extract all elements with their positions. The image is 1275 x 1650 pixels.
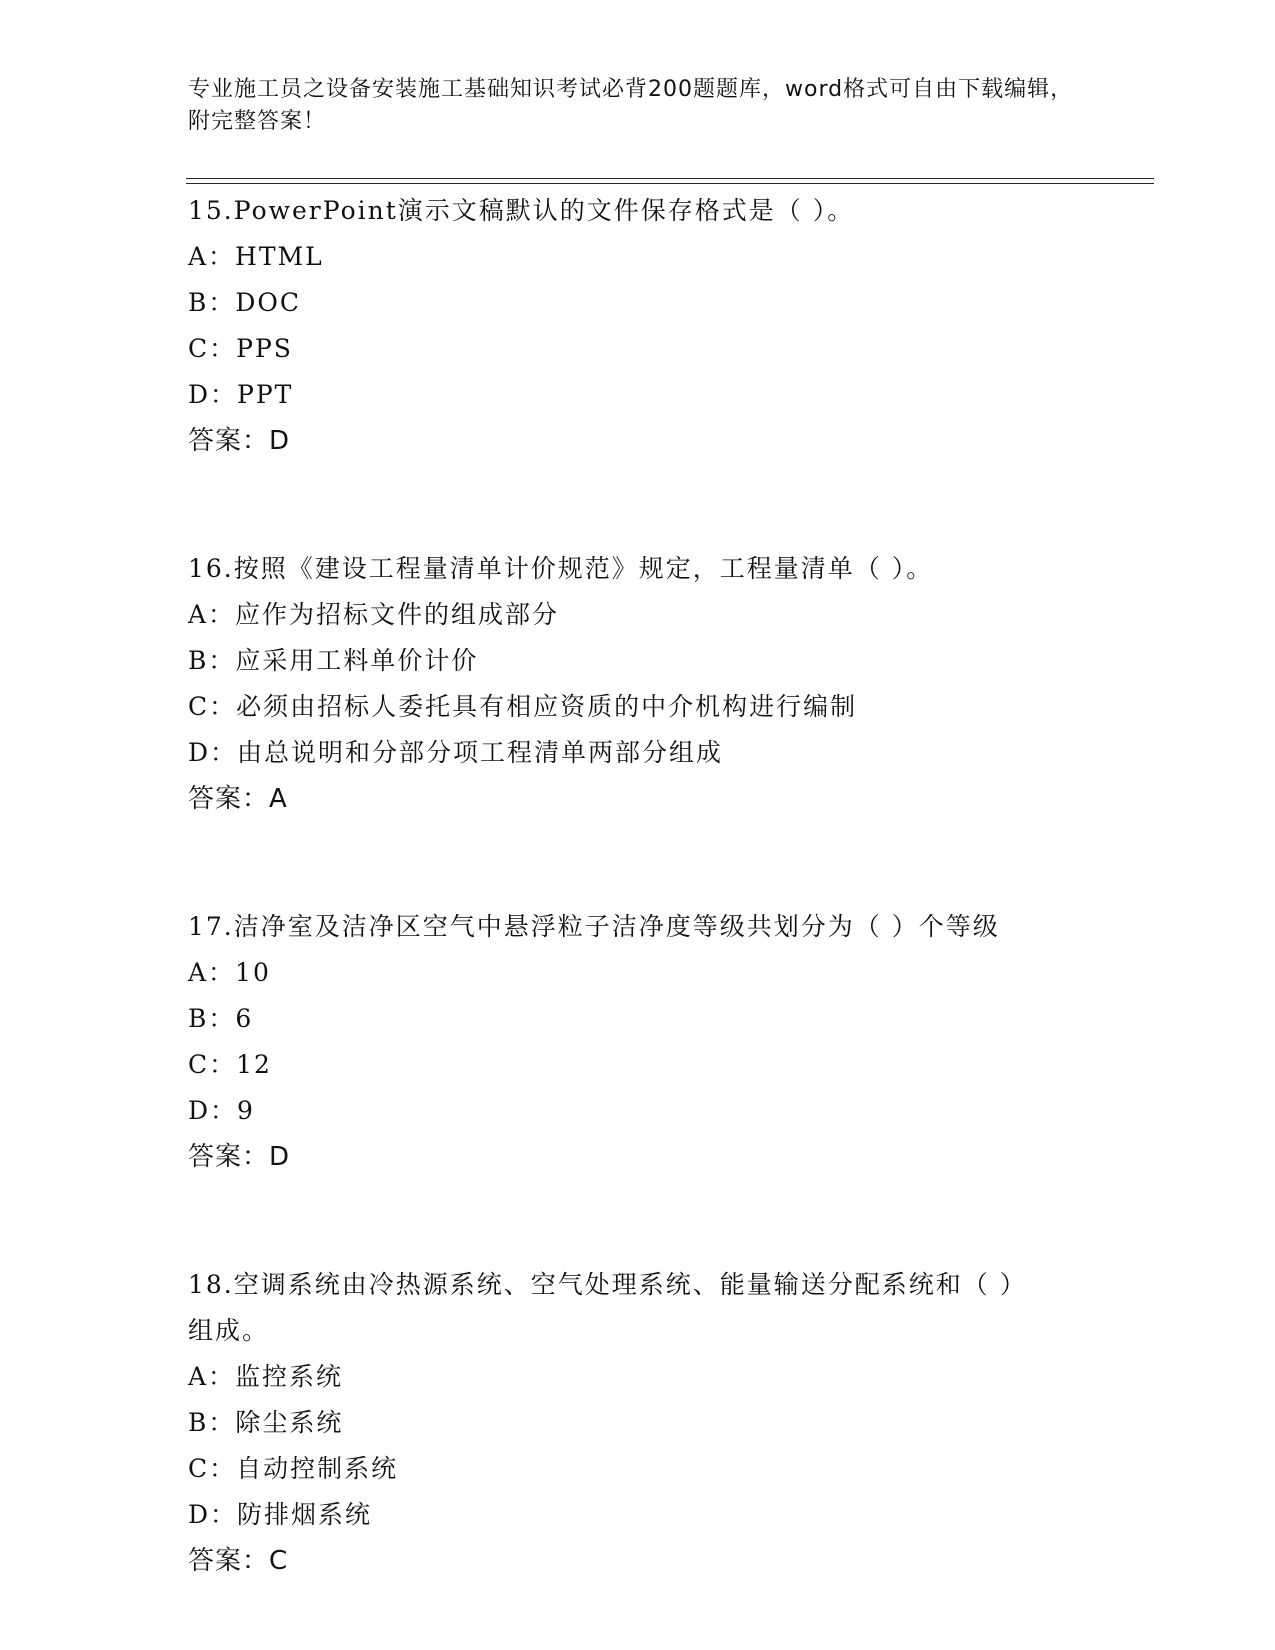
option-c: C：PPS [188, 334, 293, 363]
question-stem: 16.按照《建设工程量清单计价规范》规定，工程量清单（ ）。 [188, 554, 934, 583]
option-d: D：9 [188, 1096, 255, 1125]
question-item [188, 904, 1148, 1180]
header-rule-top [186, 178, 1154, 179]
option-d: D：PPT [188, 380, 294, 409]
answer-line: 答案：C [188, 1546, 289, 1576]
header-rule-bottom [186, 183, 1154, 184]
option-d: D：由总说明和分部分项工程清单两部分组成 [188, 738, 724, 767]
option-b: B：除尘系统 [188, 1408, 344, 1437]
option-b: B：应采用工料单价计价 [188, 646, 479, 675]
option-b: B：6 [188, 1004, 254, 1033]
question-spacer [188, 464, 1148, 546]
option-a: A：监控系统 [188, 1362, 344, 1391]
answer-line: 答案：D [188, 426, 291, 456]
option-c: C：12 [188, 1050, 272, 1079]
question-item [188, 546, 1148, 822]
question-stem: 18.空调系统由冷热源系统、空气处理系统、能量输送分配系统和（ ）组成。 [188, 1270, 1027, 1345]
page-header-text: 专业施工员之设备安装施工基础知识考试必背200题题库，word格式可自由下载编辑，附完整答案！ [188, 77, 1074, 134]
option-c: C：自动控制系统 [188, 1454, 399, 1483]
option-a: A：HTML [188, 242, 324, 271]
option-a: A：10 [188, 958, 271, 987]
option-c: C：必须由招标人委托具有相应资质的中介机构进行编制 [188, 692, 858, 721]
answer-line: 答案：A [188, 784, 288, 814]
question-stem: 15.PowerPoint演示文稿默认的文件保存格式是（ ）。 [188, 196, 855, 225]
question-list [188, 188, 1148, 1584]
question-item [188, 188, 1148, 464]
answer-line: 答案：D [188, 1142, 291, 1172]
question-stem: 17.洁净室及洁净区空气中悬浮粒子洁净度等级共划分为（ ）个等级 [188, 912, 1000, 941]
question-spacer [188, 822, 1148, 904]
question-item [188, 1262, 1148, 1584]
question-spacer [188, 1180, 1148, 1262]
option-b: B：DOC [188, 288, 302, 317]
option-d: D：防排烟系统 [188, 1500, 373, 1529]
option-a: A：应作为招标文件的组成部分 [188, 600, 560, 629]
